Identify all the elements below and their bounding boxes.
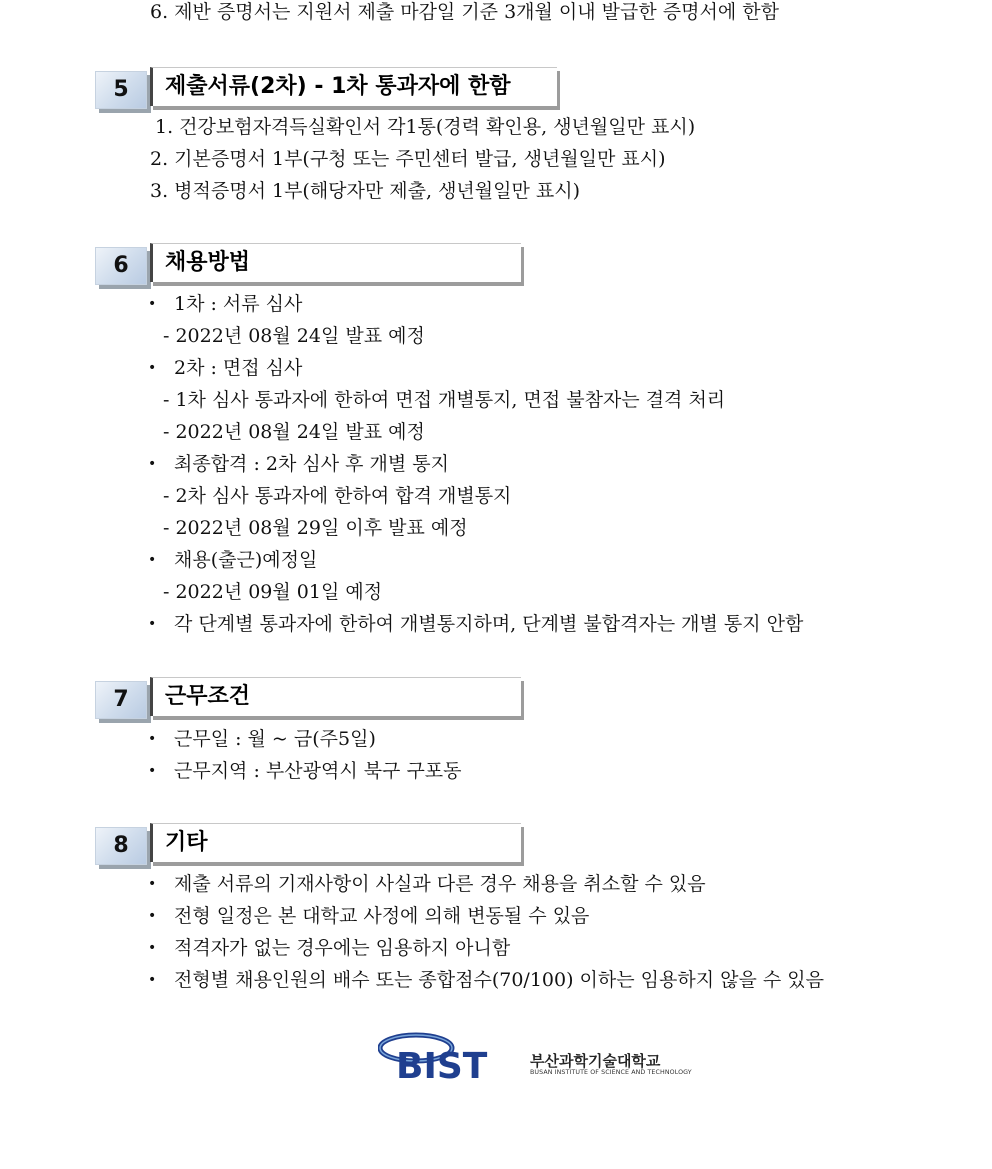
logo-mark: BIST — [396, 1046, 488, 1084]
university-logo — [378, 1030, 698, 1084]
section-title: 근무조건 — [150, 677, 521, 716]
section-title: 제출서류(2차) - 1차 통과자에 한함 — [150, 67, 557, 106]
list-item: • 전형별 채용인원의 배수 또는 종합점수(70/100) 이하는 임용하지 않을 수 있음 — [174, 968, 824, 992]
section-number: 6 — [95, 247, 147, 285]
list-item: • 채용(출근)예정일 — [174, 548, 317, 572]
list-item: • 근무일 : 월 ~ 금(주5일) — [174, 727, 376, 751]
list-item: - 2022년 08월 24일 발표 예정 — [163, 325, 425, 347]
list-item: - 2022년 08월 24일 발표 예정 — [163, 421, 425, 443]
notice-line: 6. 제반 증명서는 지원서 제출 마감일 기준 3개월 이내 발급한 증명서에 한함 — [150, 1, 779, 23]
list-item: • 적격자가 없는 경우에는 임용하지 아니함 — [174, 936, 510, 960]
list-item: • 1차 : 서류 심사 — [174, 292, 302, 316]
university-name-english: BUSAN INSTITUTE OF SCIENCE AND TECHNOLOGY — [530, 1069, 692, 1076]
section-title: 채용방법 — [150, 243, 521, 282]
list-item: - 2022년 08월 29일 이후 발표 예정 — [163, 517, 468, 539]
section-title: 기타 — [150, 823, 521, 862]
section-number: 8 — [95, 827, 147, 865]
list-item: • 근무지역 : 부산광역시 북구 구포동 — [174, 759, 462, 783]
list-item: • 최종합격 : 2차 심사 후 개별 통지 — [174, 452, 449, 476]
section-number: 5 — [95, 71, 147, 109]
list-item: • 제출 서류의 기재사항이 사실과 다른 경우 채용을 취소할 수 있음 — [174, 872, 706, 896]
list-item: • 전형 일정은 본 대학교 사정에 의해 변동될 수 있음 — [174, 904, 589, 928]
list-item: • 2차 : 면접 심사 — [174, 356, 302, 380]
section-number: 7 — [95, 681, 147, 719]
list-item: • 각 단계별 통과자에 한하여 개별통지하며, 단계별 불합격자는 개별 통지 안함 — [174, 612, 803, 636]
list-item: - 2차 심사 통과자에 한하여 합격 개별통지 — [163, 485, 512, 507]
list-item: - 2022년 09월 01일 예정 — [163, 581, 383, 603]
university-name: 부산과학기술대학교 — [530, 1052, 661, 1070]
list-item: 3. 병적증명서 1부(해당자만 제출, 생년월일만 표시) — [150, 180, 581, 202]
bist-logo-icon — [378, 1030, 523, 1084]
list-item: - 1차 심사 통과자에 한하여 면접 개별통지, 면접 불참자는 결격 처리 — [163, 389, 726, 411]
list-item: 2. 기본증명서 1부(구청 또는 주민센터 발급, 생년월일만 표시) — [150, 148, 666, 170]
list-item: 1. 건강보험자격득실확인서 각1통(경력 확인용, 생년월일만 표시) — [155, 116, 696, 138]
